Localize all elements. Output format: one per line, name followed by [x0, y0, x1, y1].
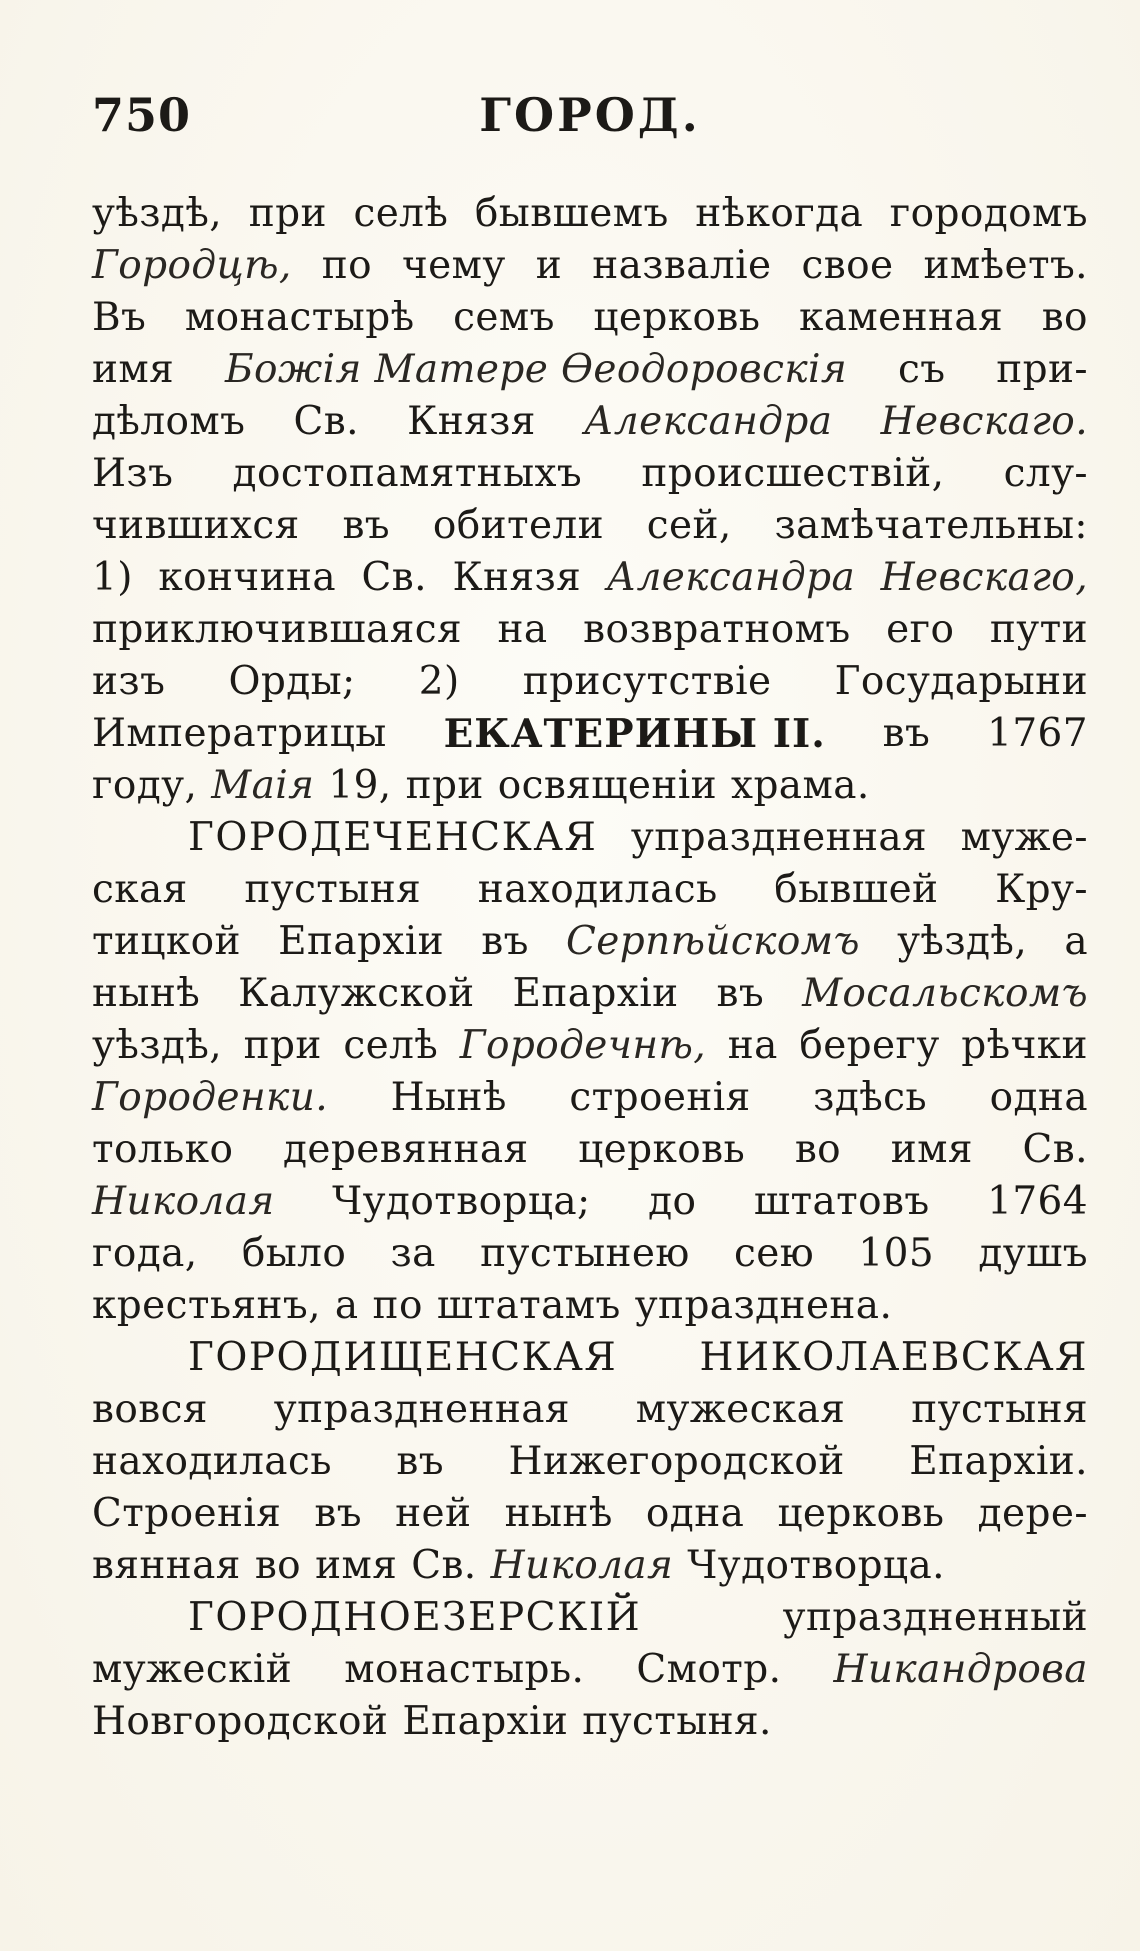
word: Епархіи — [512, 971, 679, 1016]
word: нѣкогда — [695, 191, 864, 236]
word: 1) — [92, 555, 133, 600]
word: пустыня — [911, 1387, 1088, 1432]
word: находилась — [477, 867, 718, 912]
word: было — [241, 1231, 347, 1276]
text-line — [92, 396, 1088, 448]
word: строенія — [569, 1075, 751, 1120]
word: кончина — [158, 555, 337, 600]
text-line — [92, 1436, 1088, 1488]
text-line — [92, 1592, 1088, 1644]
body-text — [92, 188, 1088, 1748]
word: во — [254, 1543, 302, 1588]
word: обители — [432, 503, 604, 548]
text-line — [92, 344, 1088, 396]
word: слу- — [1003, 451, 1088, 496]
text-line — [92, 1540, 1088, 1592]
word: нынѣ — [504, 1491, 613, 1536]
word: Императрицы — [92, 711, 387, 756]
word: пути — [989, 607, 1088, 652]
italic-word: Городцѣ, — [92, 243, 292, 288]
word: въ — [396, 1439, 444, 1484]
italic-word: Александра — [583, 399, 833, 444]
word: имѣетъ. — [923, 243, 1088, 288]
word: деревянная — [282, 1127, 529, 1172]
word: Св. — [293, 399, 359, 444]
word: вовся — [92, 1387, 208, 1432]
word: назваліе — [592, 243, 772, 288]
text-line — [92, 1124, 1088, 1176]
word: рѣчки — [961, 1023, 1088, 1068]
word: бывшей — [774, 867, 939, 912]
word: чему — [402, 243, 506, 288]
word: Въ — [92, 295, 147, 340]
text-line — [92, 864, 1088, 916]
word: пустынею — [480, 1231, 690, 1276]
word: упраздненная — [273, 1387, 570, 1432]
word: достопамятныхъ — [232, 451, 583, 496]
text-line — [92, 292, 1088, 344]
text-line — [92, 1280, 1088, 1332]
italic-word: Маія — [211, 763, 315, 808]
italic-word: Городечнѣ, — [459, 1023, 707, 1068]
text-line — [92, 916, 1088, 968]
word: Князя — [452, 555, 582, 600]
word: Калужской — [238, 971, 475, 1016]
word: имя — [890, 1127, 973, 1172]
word: свое — [801, 243, 894, 288]
word: Св. — [411, 1543, 477, 1588]
text-line — [92, 500, 1088, 552]
word: имя — [315, 1543, 398, 1588]
italic-word: Невскаго. — [880, 399, 1088, 444]
word: крестьянъ, — [92, 1283, 321, 1328]
word: ней — [395, 1491, 472, 1536]
word: и — [535, 243, 563, 288]
word: при — [243, 1023, 322, 1068]
word: штатовъ — [753, 1179, 930, 1224]
word: въ — [314, 1491, 362, 1536]
word: во — [794, 1127, 842, 1172]
text-line — [92, 604, 1088, 656]
word: уѣздѣ, — [92, 1023, 223, 1068]
word: 19, — [328, 763, 392, 808]
text-line — [92, 1696, 1088, 1748]
word: уѣздѣ, — [92, 191, 223, 236]
word: Смотр. — [636, 1647, 782, 1692]
word: упраздненный — [782, 1595, 1088, 1640]
heading-word: ГОРОДИЩЕНСКАЯ — [188, 1335, 618, 1380]
word: при — [405, 763, 484, 808]
word: его — [886, 607, 955, 652]
word: мужескій — [92, 1647, 293, 1692]
word: церковь — [777, 1491, 945, 1536]
word: каменная — [798, 295, 1004, 340]
italic-word: Александра — [606, 555, 856, 600]
word: возвратномъ — [583, 607, 851, 652]
word: Князя — [407, 399, 536, 444]
italic-word: Никандрова — [833, 1647, 1088, 1692]
word: съ — [897, 347, 946, 392]
text-line — [92, 1072, 1088, 1124]
word: 1764 — [987, 1179, 1088, 1224]
page-number: 750 — [92, 88, 192, 142]
text-line — [92, 1488, 1088, 1540]
word: Чудотворца. — [687, 1543, 945, 1588]
word: тицкой — [92, 919, 241, 964]
text-line — [92, 1228, 1088, 1280]
word: берегу — [799, 1023, 940, 1068]
word: муже- — [960, 815, 1088, 860]
word: въ — [716, 971, 765, 1016]
bold-word: ЕКАТЕРИНЫ II. — [443, 711, 826, 757]
italic-word: Городенки. — [92, 1075, 329, 1120]
word: храма. — [731, 763, 870, 808]
page-header — [92, 88, 1088, 158]
word: бывшемъ — [474, 191, 669, 236]
italic-word: Невскаго, — [880, 555, 1088, 600]
word: при — [248, 191, 327, 236]
word: семъ — [453, 295, 555, 340]
word: въ — [882, 711, 931, 756]
word: приключившаяся — [92, 607, 462, 652]
word: уѣздѣ, — [897, 919, 1028, 964]
italic-word: Николая — [490, 1543, 674, 1588]
word: а — [334, 1283, 359, 1328]
word: монастырѣ — [184, 295, 415, 340]
word: душъ — [978, 1231, 1088, 1276]
text-line — [92, 552, 1088, 604]
word: по — [372, 1283, 423, 1328]
word: освященіи — [497, 763, 718, 808]
word: вянная — [92, 1543, 241, 1588]
word: по — [321, 243, 372, 288]
text-line — [92, 760, 1088, 812]
word: чившихся — [92, 503, 300, 548]
word: Св. — [361, 555, 427, 600]
text-line — [92, 656, 1088, 708]
italic-word: Божія Матере Ѳеодоровскія — [224, 347, 848, 392]
text-line — [92, 812, 1088, 864]
word: Епархіи — [402, 1699, 569, 1744]
word: происшествій, — [641, 451, 945, 496]
word: ская — [92, 867, 188, 912]
word: церковь — [578, 1127, 746, 1172]
word: Изъ — [92, 451, 174, 496]
heading-word: НИКОЛАЕВСКАЯ — [699, 1335, 1088, 1380]
word: 105 — [858, 1231, 935, 1276]
word: замѣчательны: — [774, 503, 1088, 548]
word: сею — [734, 1231, 815, 1276]
word: при- — [996, 347, 1088, 392]
text-line — [92, 1020, 1088, 1072]
word: Новгородской — [92, 1699, 389, 1744]
word: Нынѣ — [390, 1075, 507, 1120]
word: на — [497, 607, 548, 652]
italic-word: Николая — [92, 1179, 275, 1224]
word: мужеская — [635, 1387, 846, 1432]
italic-word: Серпѣйскомъ — [566, 919, 860, 964]
word: упраздненная — [630, 815, 928, 860]
italic-word: Мосальскомъ — [802, 971, 1088, 1016]
heading-word: ГОРОДЕЧЕНСКАЯ — [188, 815, 598, 860]
word: Орды; — [228, 659, 356, 704]
word: нынѣ — [92, 971, 201, 1016]
text-line — [92, 1384, 1088, 1436]
word: изъ — [92, 659, 166, 704]
word: дере- — [977, 1491, 1088, 1536]
text-line — [92, 188, 1088, 240]
word: Кру- — [995, 867, 1088, 912]
word: присутствіе — [522, 659, 772, 704]
word: году, — [92, 763, 198, 808]
word: Епархіи. — [909, 1439, 1088, 1484]
word: только — [92, 1127, 234, 1172]
word: селѣ — [353, 191, 449, 236]
word: упразднена. — [634, 1283, 893, 1328]
text-line — [92, 448, 1088, 500]
word: одна — [989, 1075, 1088, 1120]
word: одна — [645, 1491, 745, 1536]
text-line — [92, 240, 1088, 292]
word: въ — [481, 919, 529, 964]
word: монастырь. — [344, 1647, 585, 1692]
word: Чудотворца; — [332, 1179, 591, 1224]
text-line — [92, 1644, 1088, 1696]
word: за — [390, 1231, 436, 1276]
word: на — [727, 1023, 778, 1068]
word: дѣломъ — [92, 399, 246, 444]
word: селѣ — [343, 1023, 439, 1068]
word: года, — [92, 1231, 198, 1276]
word: Строенія — [92, 1491, 282, 1536]
word: во — [1041, 295, 1088, 340]
word: сей, — [646, 503, 732, 548]
word: 1767 — [987, 711, 1088, 756]
word: въ — [342, 503, 391, 548]
word: а — [1064, 919, 1088, 964]
word: штатамъ — [436, 1283, 621, 1328]
word: Государыни — [834, 659, 1088, 704]
word: 2) — [418, 659, 460, 704]
text-line — [92, 708, 1088, 760]
word: городомъ — [889, 191, 1088, 236]
word: имя — [92, 347, 175, 392]
word: Нижегородской — [508, 1439, 845, 1484]
word: Епархіи — [278, 919, 445, 964]
word: находилась — [92, 1439, 332, 1484]
word: пустыня. — [582, 1699, 772, 1744]
word: Св. — [1022, 1127, 1088, 1172]
word: пустыня — [244, 867, 422, 912]
word: церковь — [593, 295, 761, 340]
word: здѣсь — [813, 1075, 928, 1120]
heading-word: ГОРОДНОЕЗЕРСКІЙ — [188, 1595, 642, 1640]
word: до — [648, 1179, 697, 1224]
text-line — [92, 968, 1088, 1020]
running-head: ГОРОД. — [479, 88, 701, 142]
text-line — [92, 1176, 1088, 1228]
text-line — [92, 1332, 1088, 1384]
